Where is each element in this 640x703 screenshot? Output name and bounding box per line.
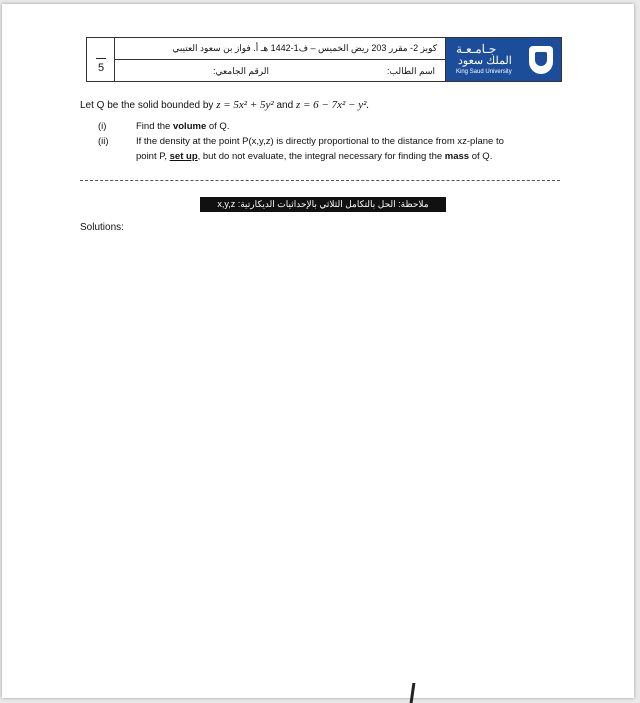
part-bold: volume	[172, 121, 207, 132]
part-text-after: of Q.	[206, 121, 230, 132]
quiz-title: كويز 2- مقرر 203 ريض الخميس – ف1-1442 هـ أ. فواز بن سعود العتيبي	[172, 43, 437, 53]
part-ii	[98, 136, 504, 147]
university-name-ar: الملك سعود	[458, 55, 512, 67]
note-banner: ملاحظة: الحل بالتكامل الثلاثي بالإحداثيات الديكارتية: x,y,z	[200, 197, 446, 212]
student-id-label: الرقم الجامعي:	[213, 66, 269, 76]
surface-1: z = 5x² + 5y²	[216, 99, 274, 111]
university-logo	[446, 38, 561, 81]
part-line-1: If the density at the point P(x,y,z) is directly proportional to the distance from xz-plane to	[136, 136, 504, 147]
document-page	[2, 4, 634, 698]
header-divider	[115, 59, 445, 60]
part-text: Find the	[136, 121, 173, 132]
part-text-mid: , but do not evaluate, the integral necessary for finding the	[197, 151, 445, 162]
part-label: (ii)	[98, 136, 109, 147]
score-box	[87, 38, 115, 81]
mass-emphasis: mass	[444, 151, 470, 162]
part-ii-line-2	[136, 151, 492, 162]
part-i	[98, 121, 229, 132]
university-name-en: King Saud University	[456, 69, 512, 75]
exam-header	[86, 37, 562, 82]
and-text: and	[276, 100, 294, 111]
part-text: point P,	[136, 151, 170, 162]
pen-mark	[410, 683, 416, 703]
separator-line	[80, 180, 560, 181]
set-up-emphasis: set up	[169, 151, 198, 162]
score-divider	[96, 58, 106, 59]
problem-statement	[80, 99, 369, 111]
part-label: (i)	[98, 121, 107, 132]
intro-text: Let Q be the solid bounded by	[80, 100, 214, 111]
surface-2: z = 6 − 7x² − y².	[295, 99, 370, 111]
solutions-label: Solutions:	[80, 222, 124, 233]
student-name-label: اسم الطالب:	[387, 66, 435, 76]
university-emblem-icon	[529, 46, 553, 74]
part-text-after: of Q.	[469, 151, 493, 162]
score-value: 5	[97, 62, 105, 74]
exam-info	[115, 38, 446, 81]
university-name-ar-top: جـامـعـة	[456, 42, 497, 56]
